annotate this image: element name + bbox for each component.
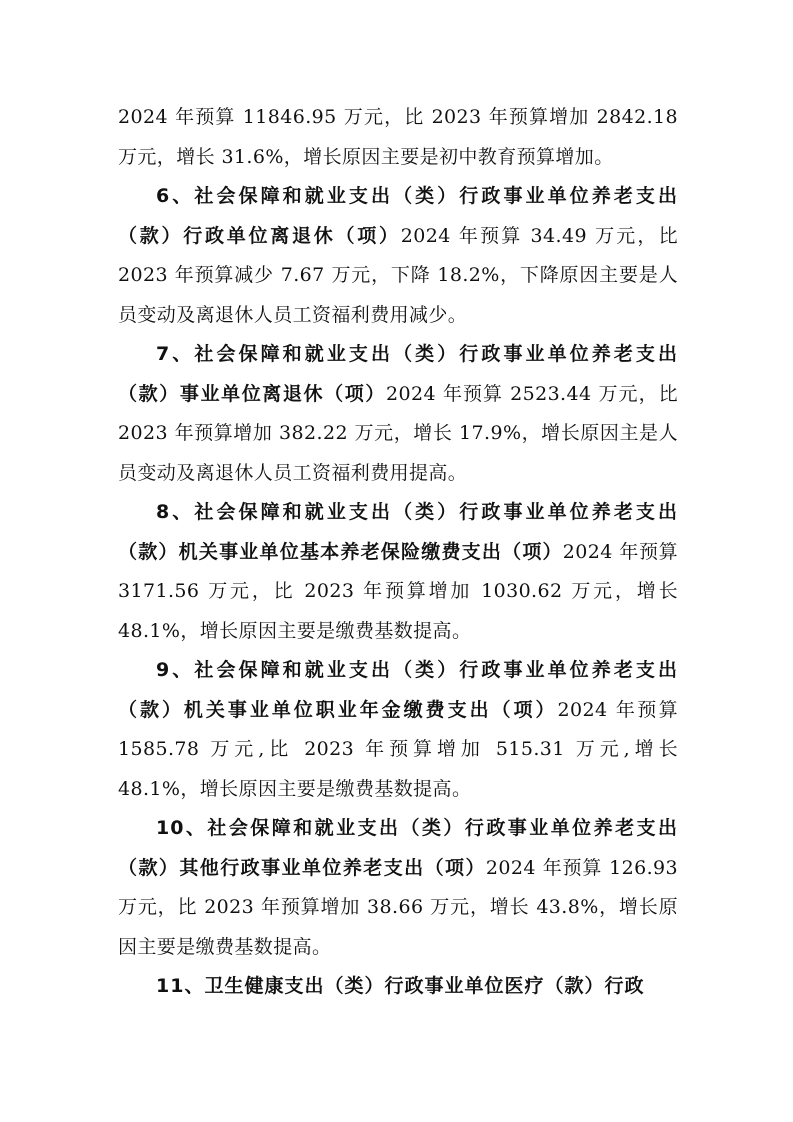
item-heading: 9、社会保障和就业支出（类）行政事业单位养老支出（款）机关事业单位职业年金缴费支出（项） bbox=[118, 659, 678, 721]
document-page bbox=[118, 98, 678, 1007]
item-heading: 8、社会保障和就业支出（类）行政事业单位养老支出（款）机关事业单位基本养老保险缴费支出（项） bbox=[118, 501, 678, 563]
paragraph-item-6 bbox=[118, 177, 678, 335]
item-heading: 10、社会保障和就业支出（类）行政事业单位养老支出（款）其他行政事业单位养老支出（项） bbox=[118, 817, 678, 879]
paragraph-item-8 bbox=[118, 493, 678, 651]
paragraph-text: 2024 年预算 11846.95 万元，比 2023 年预算增加 2842.18 万元，增长 31.6%，增长原因主要是初中教育预算增加。 bbox=[118, 106, 678, 168]
paragraph-text: 2024 年预算 126.93 万元，比 2023 年预算增加 38.66 万元，增长 43.8%，增长原因主要是缴费基数提高。 bbox=[118, 856, 678, 958]
paragraph-text: 2024 年预算 3171.56 万元，比 2023 年预算增加 1030.62 万元，增长 48.1%，增长原因主要是缴费基数提高。 bbox=[118, 540, 678, 642]
paragraph-continuation bbox=[118, 98, 678, 177]
paragraph-text: 2024 年预算 1585.78 万元,比 2023 年预算增加 515.31 万元,增长 48.1%，增长原因主要是缴费基数提高。 bbox=[118, 698, 678, 800]
paragraph-item-11 bbox=[118, 967, 678, 1007]
item-heading: 6、社会保障和就业支出（类）行政事业单位养老支出（款）行政单位离退休（项） bbox=[118, 185, 678, 247]
paragraph-item-9 bbox=[118, 651, 678, 809]
item-heading: 7、社会保障和就业支出（类）行政事业单位养老支出（款）事业单位离退休（项） bbox=[118, 343, 678, 405]
paragraph-item-7 bbox=[118, 335, 678, 493]
paragraph-text: 2024 年预算 34.49 万元，比 2023 年预算减少 7.67 万元，下降 18.2%，下降原因主要是人员变动及离退休人员工资福利费用减少。 bbox=[118, 224, 678, 326]
paragraph-text: 2024 年预算 2523.44 万元，比 2023 年预算增加 382.22 万元，增长 17.9%，增长原因主是人员变动及离退休人员工资福利费用提高。 bbox=[118, 382, 678, 484]
item-heading: 11、卫生健康支出（类）行政事业单位医疗（款）行政 bbox=[156, 975, 645, 997]
paragraph-item-10 bbox=[118, 809, 678, 967]
